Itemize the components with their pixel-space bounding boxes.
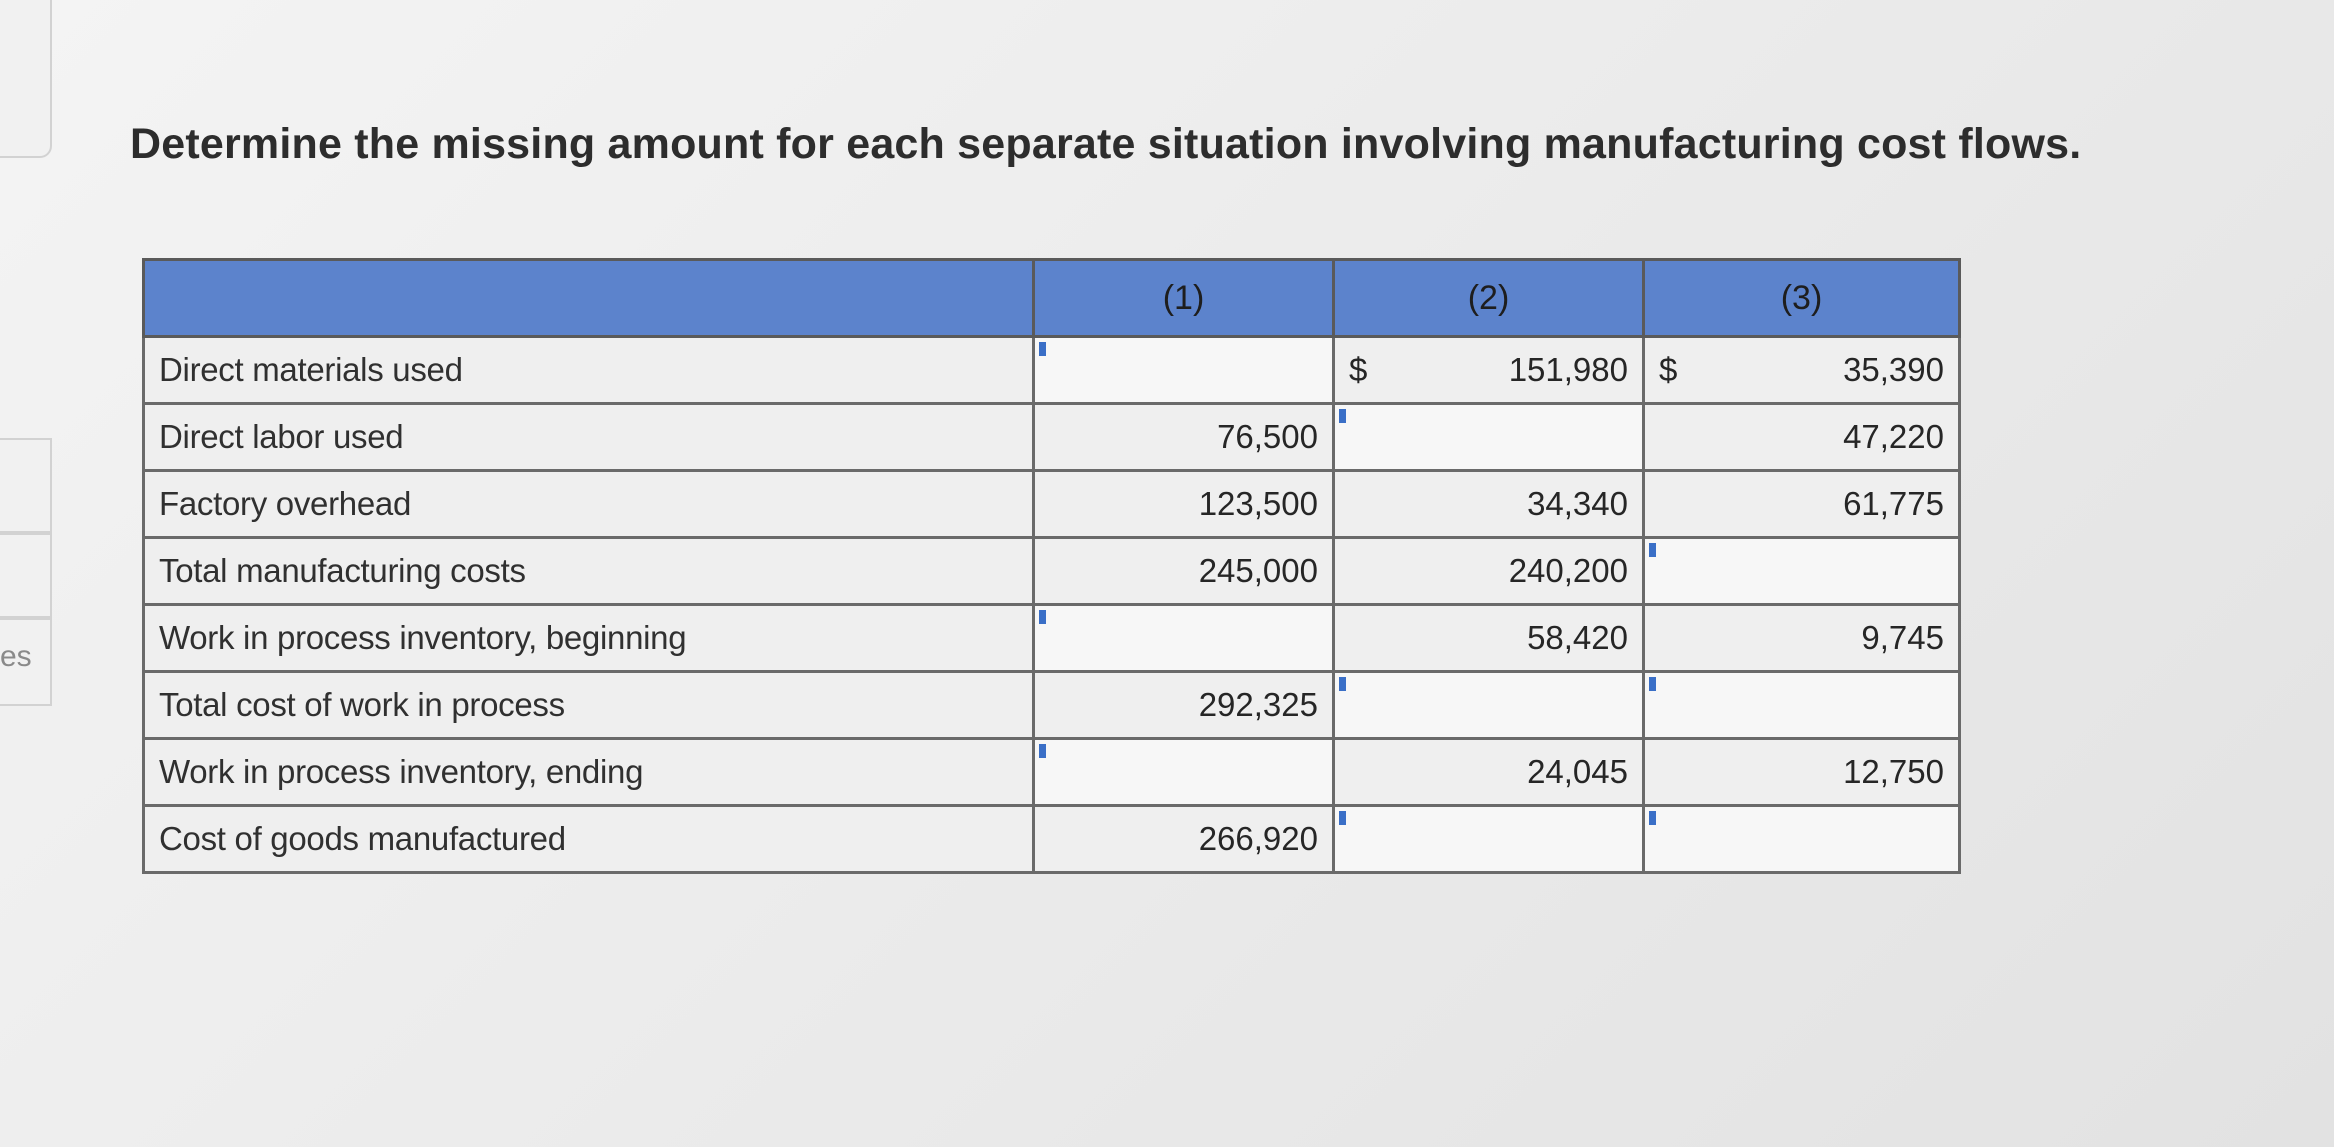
table-row: [144, 404, 1960, 471]
value-cell: [1334, 337, 1644, 404]
table-row: [144, 337, 1960, 404]
currency-symbol: $: [1659, 351, 1678, 388]
answer-input-total-manufacturing-3[interactable]: [1644, 538, 1960, 605]
table-row: [144, 672, 1960, 739]
answer-input-direct-materials-1[interactable]: [1034, 337, 1334, 404]
cell-value: 61,775: [1644, 471, 1960, 538]
cell-value: 76,500: [1034, 404, 1334, 471]
answer-input-wip-ending-1[interactable]: [1034, 739, 1334, 806]
row-label: Direct materials used: [144, 337, 1034, 404]
table-row: [144, 806, 1960, 873]
value-cell: [1644, 337, 1960, 404]
cell-value: 35,390: [1843, 351, 1944, 388]
header-situation-1: (1): [1034, 260, 1334, 337]
neighbor-panel-box: [0, 533, 52, 618]
row-label: Work in process inventory, beginning: [144, 605, 1034, 672]
row-label: Total cost of work in process: [144, 672, 1034, 739]
cell-value: 123,500: [1034, 471, 1334, 538]
row-label: Work in process inventory, ending: [144, 739, 1034, 806]
row-label: Total manufacturing costs: [144, 538, 1034, 605]
table-row: [144, 471, 1960, 538]
cell-value: 34,340: [1334, 471, 1644, 538]
row-label: Factory overhead: [144, 471, 1034, 538]
row-label: Cost of goods manufactured: [144, 806, 1034, 873]
answer-input-direct-labor-2[interactable]: [1334, 404, 1644, 471]
cell-value: 24,045: [1334, 739, 1644, 806]
table-header-row: [144, 260, 1960, 337]
cell-value: 58,420: [1334, 605, 1644, 672]
neighbor-panel-box: [0, 438, 52, 533]
cell-value: 292,325: [1034, 672, 1334, 739]
header-label-column: [144, 260, 1034, 337]
cost-flow-table: [142, 258, 1961, 874]
row-label: Direct labor used: [144, 404, 1034, 471]
cell-value: 245,000: [1034, 538, 1334, 605]
table-row: [144, 605, 1960, 672]
answer-input-wip-beginning-1[interactable]: [1034, 605, 1334, 672]
cell-value: 266,920: [1034, 806, 1334, 873]
header-situation-2: (2): [1334, 260, 1644, 337]
table-row: [144, 538, 1960, 605]
neighbor-panel: [0, 0, 52, 1147]
neighbor-panel-box: [0, 0, 52, 158]
cell-value: 47,220: [1644, 404, 1960, 471]
answer-input-cogm-2[interactable]: [1334, 806, 1644, 873]
answer-input-cogm-3[interactable]: [1644, 806, 1960, 873]
instruction-text: Determine the missing amount for each separate situation involving manufacturing cost flows.: [130, 120, 2082, 168]
table-row: [144, 739, 1960, 806]
neighbor-panel-label: es: [0, 640, 32, 673]
header-situation-3: (3): [1644, 260, 1960, 337]
cell-value: 151,980: [1508, 351, 1628, 388]
currency-symbol: $: [1349, 351, 1368, 388]
cell-value: 240,200: [1334, 538, 1644, 605]
cell-value: 9,745: [1644, 605, 1960, 672]
cell-value: 12,750: [1644, 739, 1960, 806]
answer-input-total-wip-2[interactable]: [1334, 672, 1644, 739]
answer-input-total-wip-3[interactable]: [1644, 672, 1960, 739]
